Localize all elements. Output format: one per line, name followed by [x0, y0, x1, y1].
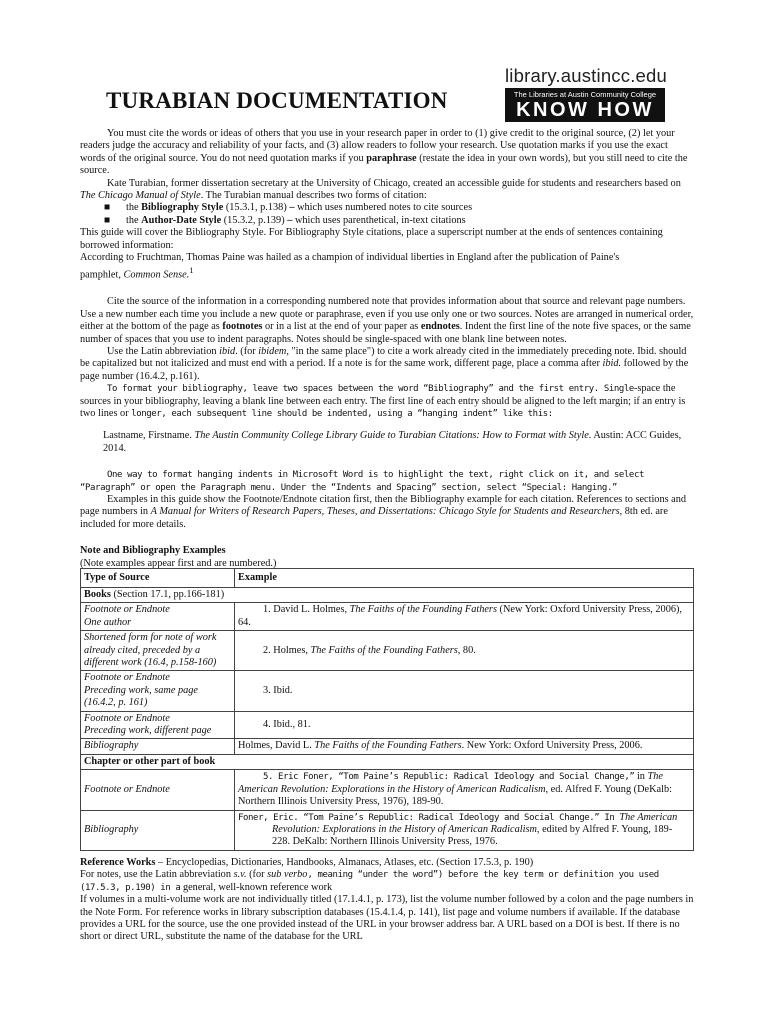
logo-knowhow: KNOW HOW — [516, 99, 654, 121]
body-text — [80, 128, 695, 570]
col-header-type: Type of Source — [81, 569, 235, 588]
bullet-icon: ■ — [104, 202, 111, 214]
section-subheading: (Note examples appear first and are numbered.) — [80, 557, 277, 569]
reference-works-section — [80, 857, 695, 944]
table-row: Footnote or Endnote Preceding work, same page (16.4.2, p. 161) 3. Ibid. — [81, 671, 694, 711]
bibliography-format-paragraph: To format your bibliography, leave two spaces between the word “Bibliography” and the first entry. Single-space the sources in your bibliography, leaving a blank line between each entry. The first line of each entry should be aligned to the left margin; if an entry is two lines or longer, each subsequent line should be indented, using a “hanging indent” like this: — [80, 383, 686, 419]
table-row: Shortened form for note of work already cited, preceded by a different work (16.4, p.158-160) 2. Holmes, The Faiths of the Founding Fathers, 80. — [81, 631, 694, 671]
table-section-books: Books (Section 17.1, pp.166-181) — [81, 588, 694, 603]
hanging-indent-example: Lastname, Firstname. The Austin Community College Library Guide to Turabian Citations: How to Format with Style. Austin: ACC Guides, 2014. — [103, 430, 682, 454]
table-row: Bibliography Holmes, David L. The Faiths of the Founding Fathers. New York: Oxford University Press, 2006. — [81, 739, 694, 754]
table-header-row — [81, 569, 694, 588]
ibid-paragraph: Use the Latin abbreviation ibid. (for ibidem, "in the same place") to cite a work already cited in the immediately preceding note. Ibid. should be capitalized but not italicized and must end with a period. If a note is for the same work, different page, place a comma after ibid. followed by the page number (16.4.2, p.161). — [80, 345, 689, 382]
library-logo — [505, 65, 668, 122]
table-row: Footnote or Endnote 5. Eric Foner, “Tom Paine’s Republic: Radical Ideology and Social Change,” in The American Revolution: Explorations in the History of American Radicalism, ed. Alfred F. Young (DeKalb: Northern Illinois University Press, 1976), 189-90. — [81, 770, 694, 810]
examples-paragraph: Examples in this guide show the Footnote/Endnote citation first, then the Bibliography example for each citation. References to sections and page numbers in A Manual for Writers of Research Papers, Theses, and Dissertations: Chicago Style for Students and Researchers, 8th ed. are included for more details. — [80, 493, 687, 530]
table-row: Footnote or Endnote One author 1. David L. Holmes, The Faiths of the Founding Fathers (New York: Oxford University Press, 2006), 64. — [81, 603, 694, 631]
example-quote: According to Fruchtman, Thomas Paine was hailed as a champion of individual liberties in England after the publication of Paine's pamphlet, Common Sense.$^1$ — [80, 252, 620, 281]
logo-url: library.austincc.edu — [505, 65, 668, 86]
notes-paragraph: Cite the source of the information in a corresponding numbered note that provides information about that source and relevant page numbers. Use a new number each time you include a new quote or paraphrase, even if you use only one or two sources. Notes are arranged in numerical order, either at the bottom of the page as footnotes or in a list at the end of your paper as endnotes. Indent the first line of the note five spaces, or the same number of spaces that you use to indent paragraphs. Notes should be single-spaced with one blank line between notes. — [80, 296, 694, 345]
table-row: Bibliography Foner, Eric. “Tom Paine’s Republic: Radical Ideology and Social Change.” In The American Revolution: Explorations in the History of American Radicalism, edited by Alfred F. Young, 189-228. DeKalb: Northern Illinois University Press, 1976. — [81, 810, 694, 850]
col-header-example: Example — [235, 569, 694, 588]
intro-paragraph-2: Kate Turabian, former dissertation secretary at the University of Chicago, created an accessible guide for students and researchers based on The Chicago Manual of Style. The Turabian manual describes two forms of citation: — [80, 177, 681, 202]
table-section-chapter: Chapter or other part of book — [81, 754, 694, 769]
table-row: Footnote or Endnote Preceding work, different page 4. Ibid., 81. — [81, 711, 694, 739]
intro-paragraph-3: This guide will cover the Bibliography Style. For Bibliography Style citations, place a superscript number at the ends of sentences containing borrowed information: — [80, 227, 663, 251]
bullet-bibliography-style: ■ the Bibliography Style (15.3.1, p.138) – which uses numbered notes to cite sources — [104, 202, 473, 214]
section-heading: Note and Bibliography Examples — [80, 545, 226, 557]
reference-works-volumes: If volumes in a multi-volume work are not individually titled (17.1.4.1, p. 173), list the volume number followed by a colon and the page numbers in the Note Form. For reference works in library subscription databases (15.4.1.4, p. 141), list page and volume numbers if available. If the database provides a URL for the source, use the one provided instead of the URL in your browser address bar. A URL based on a DOI is best. If there is no short or direct URL, substitute the name of the database for the URL — [80, 894, 694, 943]
reference-works-note: For notes, use the Latin abbreviation s.v. (for sub verbo, meaning “under the word”) before the key term or definition you used (17.5.3, p.190) in a general, well-known reference work — [80, 869, 659, 893]
bullet-icon: ■ — [104, 214, 111, 226]
reference-works-heading: Reference Works – Encyclopedias, Dictionaries, Handbooks, Almanacs, Atlases, etc. (Section 17.5.3, p. 190) — [80, 857, 534, 868]
intro-paragraph-1: You must cite the words or ideas of others that you use in your research paper in order to (1) give credit to the original source, (2) let your readers judge the accuracy and reliability of your facts, and (3) allow readers to follow your research. Use quotation marks if you use the exact words of the original source. You do not need quotation marks if you paraphrase (restate the idea in your own words), but you still need to cite the source. — [80, 128, 688, 177]
bullet-author-date-style: ■ the Author-Date Style (15.3.2, p.139) – which uses parenthetical, in-text citations — [104, 214, 466, 226]
logo-tagline: The Libraries at Austin Community College — [513, 90, 657, 99]
page-title: TURABIAN DOCUMENTATION — [106, 88, 448, 113]
examples-table — [80, 568, 694, 851]
logo-banner — [505, 88, 665, 122]
word-hanging-indent-tip: One way to format hanging indents in Microsoft Word is to highlight the text, right click on it, and select “Paragraph” or open the Paragraph menu. Under the “Indents and Spacing” section, select “Special: Hanging.” — [80, 470, 644, 493]
